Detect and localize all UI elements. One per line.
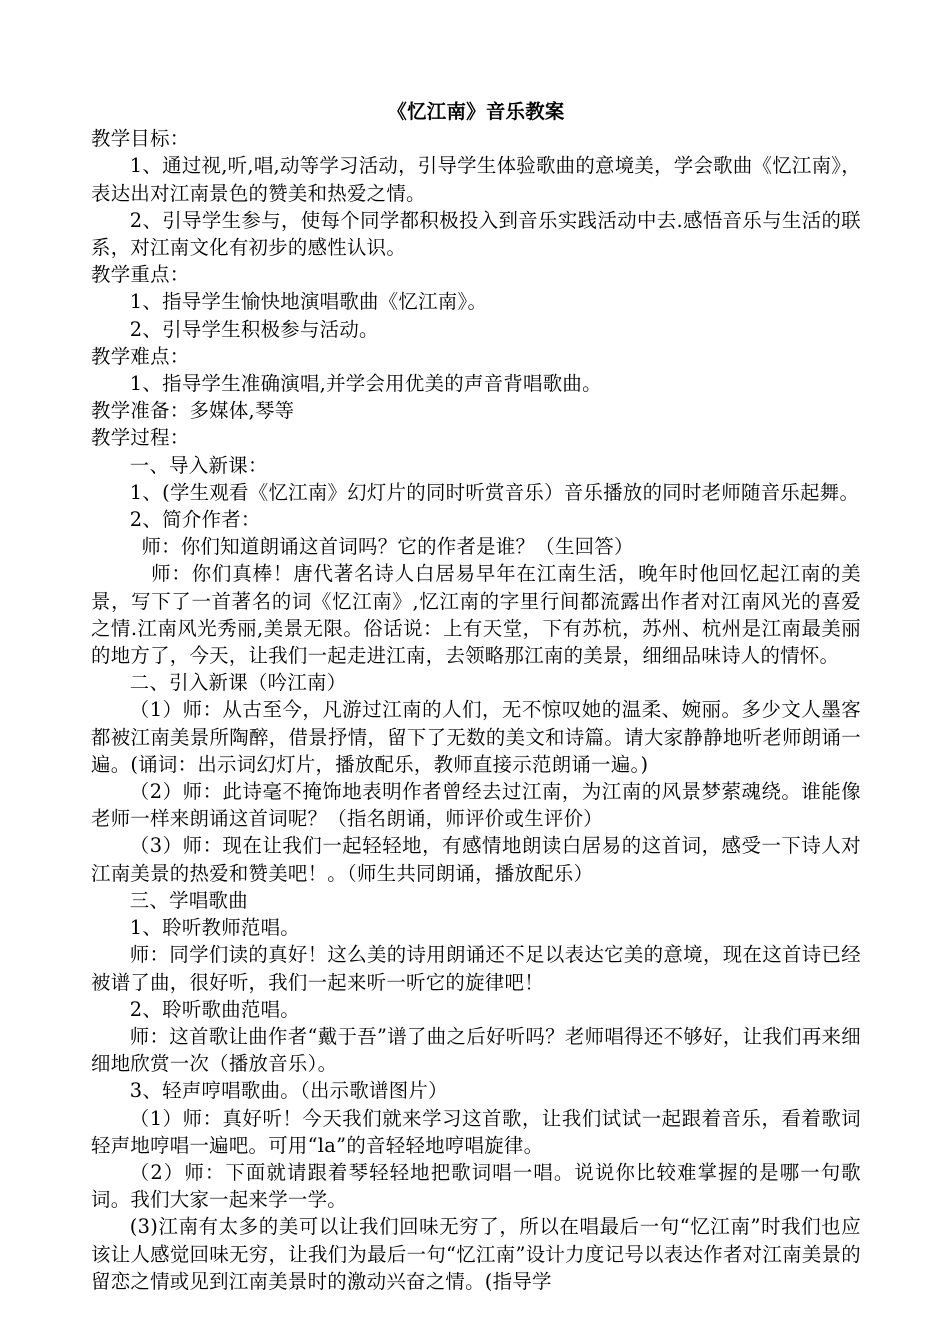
- paragraph: 教学准备：多媒体,琴等: [91, 399, 295, 423]
- paragraph: 教学目标：: [91, 127, 190, 151]
- paragraph: 教学难点：: [91, 344, 190, 368]
- paragraph: 教学过程：: [91, 426, 190, 450]
- paragraph: （1）师：真好听！今天我们就来学习这首歌，让我们试试一起跟着音乐，看着歌词轻声地哼唱一遍吧。可用“la”的音轻轻地哼唱旋律。: [91, 1106, 861, 1157]
- paragraph: 一、导入新课：: [129, 453, 268, 477]
- document-body: [91, 125, 861, 1295]
- paragraph: （2）师：下面就请跟着琴轻轻地把歌词唱一唱。说说你比较难掌握的是哪一句歌词。我们大家一起来学一学。: [91, 1160, 861, 1212]
- paragraph: 师：你们知道朗诵这首词吗？它的作者是谁？（生回答）: [141, 535, 634, 559]
- paragraph: 师：你们真棒！唐代著名诗人白居易早年在江南生活，晚年时他回忆起江南的美景，写下了一首著名的词《忆江南》,忆江南的字里行间都流露出作者对江南风光的喜爱之情.江南风光秀丽,美景无限。俗话说：上有天堂，下有苏杭，苏州、杭州是江南最美丽的地方了，今天，让我们一起走进江南，去领略那江南的美景，细细品味诗人的情怀。: [91, 562, 861, 668]
- paragraph: 2、简介作者：: [129, 508, 261, 532]
- paragraph: 1、聆听教师范唱。: [129, 916, 300, 940]
- document-page: [91, 98, 861, 1295]
- paragraph: 教学重点：: [91, 263, 190, 287]
- paragraph: 3、轻声哼唱歌曲。（出示歌谱图片）: [129, 1079, 448, 1103]
- paragraph: （1）师：从古至今，凡游过江南的人们，无不惊叹她的温柔、婉丽。多少文人墨客都被江南美景所陶醉，借景抒情，留下了无数的美文和诗篇。请大家静静地听老师朗诵一遍。(诵词：出示词幻灯片，播放配乐，教师直接示范朗诵一遍。): [91, 698, 861, 776]
- paragraph: 师：这首歌让曲作者“戴于吾”谱了曲之后好听吗？老师唱得还不够好，让我们再来细细地欣赏一次（播放音乐）。: [91, 1024, 861, 1076]
- paragraph: 2、引导学生积极参与活动。: [129, 317, 379, 341]
- paragraph: 2、聆听歌曲范唱。: [129, 997, 300, 1021]
- paragraph: (3)江南有太多的美可以让我们回味无穷了，所以在唱最后一句“忆江南”时我们也应该让人感觉回味无穷，让我们为最后一句“忆江南”设计力度记号以表达作者对江南美景的留恋之情或见到江南美景时的激动兴奋之情。(指导学: [91, 1215, 861, 1293]
- paragraph: 1、通过视,听,唱,动等学习活动，引导学生体验歌曲的意境美，学会歌曲《忆江南》，表达出对江南景色的赞美和热爱之情。: [91, 154, 861, 205]
- paragraph: 师：同学们读的真好！这么美的诗用朗诵还不足以表达它美的意境，现在这首诗已经被谱了曲，很好听，我们一起来听一听它的旋律吧！: [91, 943, 861, 994]
- paragraph: 1、指导学生愉快地演唱歌曲《忆江南》。: [129, 290, 488, 314]
- paragraph: 1、(学生观看《忆江南》幻灯片的同时听赏音乐）音乐播放的同时老师随音乐起舞。: [129, 480, 860, 504]
- paragraph: 1、指导学生准确演唱,并学会用优美的声音背唱歌曲。: [129, 372, 602, 396]
- paragraph: （3）师：现在让我们一起轻轻地，有感情地朗读白居易的这首词，感受一下诗人对江南美景的热爱和赞美吧！。（师生共同朗诵，播放配乐）: [91, 834, 861, 885]
- paragraph: 二、引入新课（吟江南）: [129, 671, 347, 695]
- document-title: 《忆江南》音乐教案: [387, 100, 565, 123]
- paragraph: 三、学唱歌曲: [129, 888, 248, 912]
- paragraph: （2）师：此诗毫不掩饰地表明作者曾经去过江南，为江南的风景梦萦魂绕。谁能像老师一样来朗诵这首词呢？（指名朗诵，师评价或生评价）: [91, 780, 861, 831]
- paragraph: 2、引导学生参与，使每个同学都积极投入到音乐实践活动中去.感悟音乐与生活的联系，对江南文化有初步的感性认识。: [91, 208, 861, 260]
